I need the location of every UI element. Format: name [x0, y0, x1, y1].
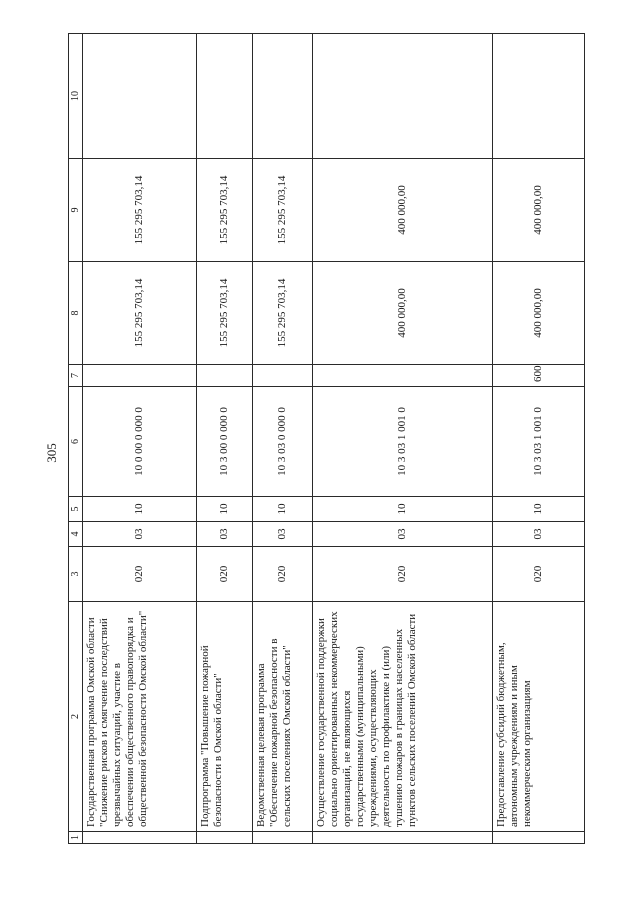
cell: 155 295 703,14 — [197, 262, 253, 365]
cell: 10 3 03 1 001 0 — [493, 387, 585, 497]
cell — [253, 34, 313, 159]
cell — [83, 34, 197, 159]
cell — [197, 34, 253, 159]
table-row — [313, 34, 493, 844]
table-row — [493, 34, 585, 844]
cell: 155 295 703,14 — [197, 159, 253, 262]
cell: 03 — [83, 522, 197, 547]
cell — [253, 365, 313, 387]
cell: 10 0 00 0 000 0 — [83, 387, 197, 497]
cell: 10 3 03 0 000 0 — [253, 387, 313, 497]
cell: 020 — [313, 547, 493, 602]
cell: 155 295 703,14 — [253, 262, 313, 365]
cell: 10 3 00 0 000 0 — [197, 387, 253, 497]
cell: 400 000,00 — [313, 262, 493, 365]
cell: 10 — [313, 497, 493, 522]
cell — [313, 34, 493, 159]
header-cell: 3 — [69, 547, 83, 602]
cell: 10 — [253, 497, 313, 522]
header-cell: 9 — [69, 159, 83, 262]
cell: 400 000,00 — [493, 262, 585, 365]
cell — [83, 832, 197, 844]
cell: 020 — [253, 547, 313, 602]
header-cell: 1 — [69, 832, 83, 844]
cell — [253, 832, 313, 844]
page-number-text: 305 — [44, 443, 59, 463]
cell-name: Подпрограмма "Повышение пожарной безопасности в Омской области" — [197, 602, 253, 832]
cell: 10 3 03 1 001 0 — [313, 387, 493, 497]
cell: 400 000,00 — [493, 159, 585, 262]
header-cell: 2 — [69, 602, 83, 832]
budget-table — [68, 33, 585, 844]
table-row — [83, 34, 197, 844]
cell: 600 — [493, 365, 585, 387]
cell: 10 — [83, 497, 197, 522]
cell — [197, 365, 253, 387]
cell: 03 — [197, 522, 253, 547]
cell — [313, 832, 493, 844]
cell: 020 — [197, 547, 253, 602]
cell-name: Осуществление государственной поддержки социально ориентированных некоммерческих организаций, не являющихся государственными (муниципальными) учреждениями, осуществляющих деятельность по профилактике и (или) тушению пожаров в границах населенных пунктов сельских поселений Омской области — [313, 602, 493, 832]
cell: 400 000,00 — [313, 159, 493, 262]
header-cell: 7 — [69, 365, 83, 387]
cell — [493, 832, 585, 844]
cell — [313, 365, 493, 387]
header-cell: 6 — [69, 387, 83, 497]
cell: 020 — [83, 547, 197, 602]
cell: 155 295 703,14 — [83, 159, 197, 262]
cell: 155 295 703,14 — [253, 159, 313, 262]
table-row — [197, 34, 253, 844]
cell — [493, 34, 585, 159]
table-header-row — [69, 34, 83, 844]
cell: 10 — [197, 497, 253, 522]
header-cell: 8 — [69, 262, 83, 365]
table-row — [253, 34, 313, 844]
cell: 155 295 703,14 — [83, 262, 197, 365]
cell: 03 — [493, 522, 585, 547]
header-cell: 5 — [69, 497, 83, 522]
cell — [197, 832, 253, 844]
cell: 03 — [313, 522, 493, 547]
header-cell: 4 — [69, 522, 83, 547]
cell-name: Ведомственная целевая программа "Обеспечение пожарной безопасности в сельских поселениях Омской области" — [253, 602, 313, 832]
cell-name: Предоставление субсидий бюджетным, автономным учреждениям и иным некоммерческим организациям — [493, 602, 585, 832]
cell: 10 — [493, 497, 585, 522]
cell-name: Государственная программа Омской области "Снижение рисков и смягчение последствий чрезвычайных ситуаций, участие в обеспечении общественного правопорядка и общественной безопасности Омской области" — [83, 602, 197, 832]
header-cell: 10 — [69, 34, 83, 159]
cell: 020 — [493, 547, 585, 602]
rotated-table-container — [68, 34, 585, 844]
cell: 03 — [253, 522, 313, 547]
cell — [83, 365, 197, 387]
